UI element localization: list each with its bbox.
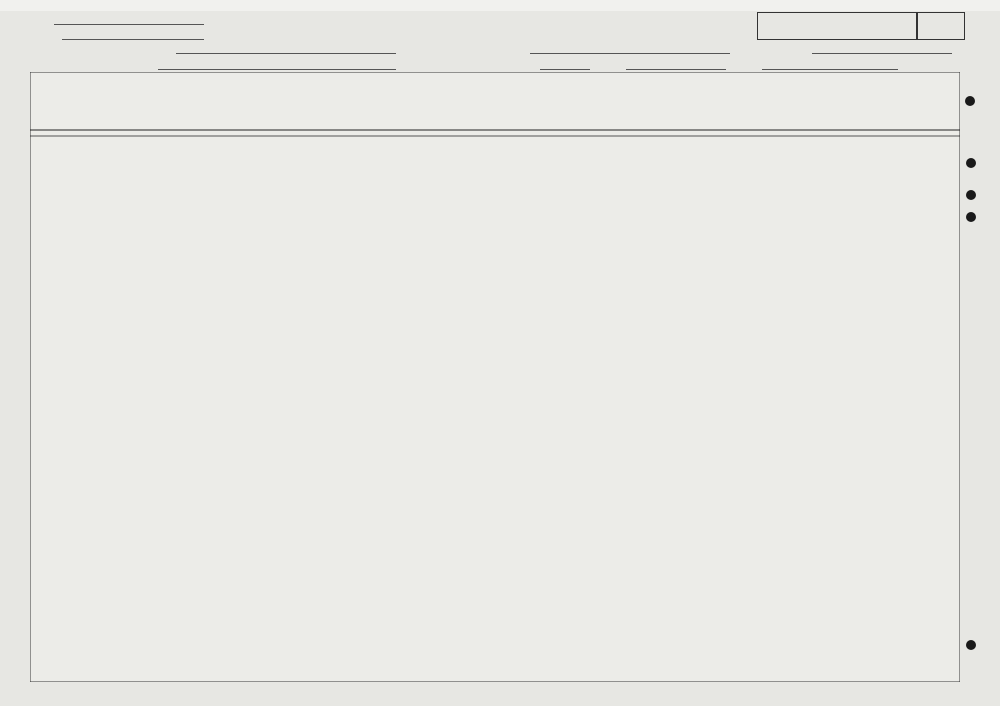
binder-hole [966, 212, 976, 222]
census-grid [30, 72, 960, 682]
binder-hole [966, 190, 976, 200]
binder-hole [966, 640, 976, 650]
binder-hole [965, 96, 975, 106]
district-box [757, 12, 917, 40]
source-bar [0, 0, 1000, 11]
sheet-box [917, 12, 965, 40]
binder-hole [966, 158, 976, 168]
